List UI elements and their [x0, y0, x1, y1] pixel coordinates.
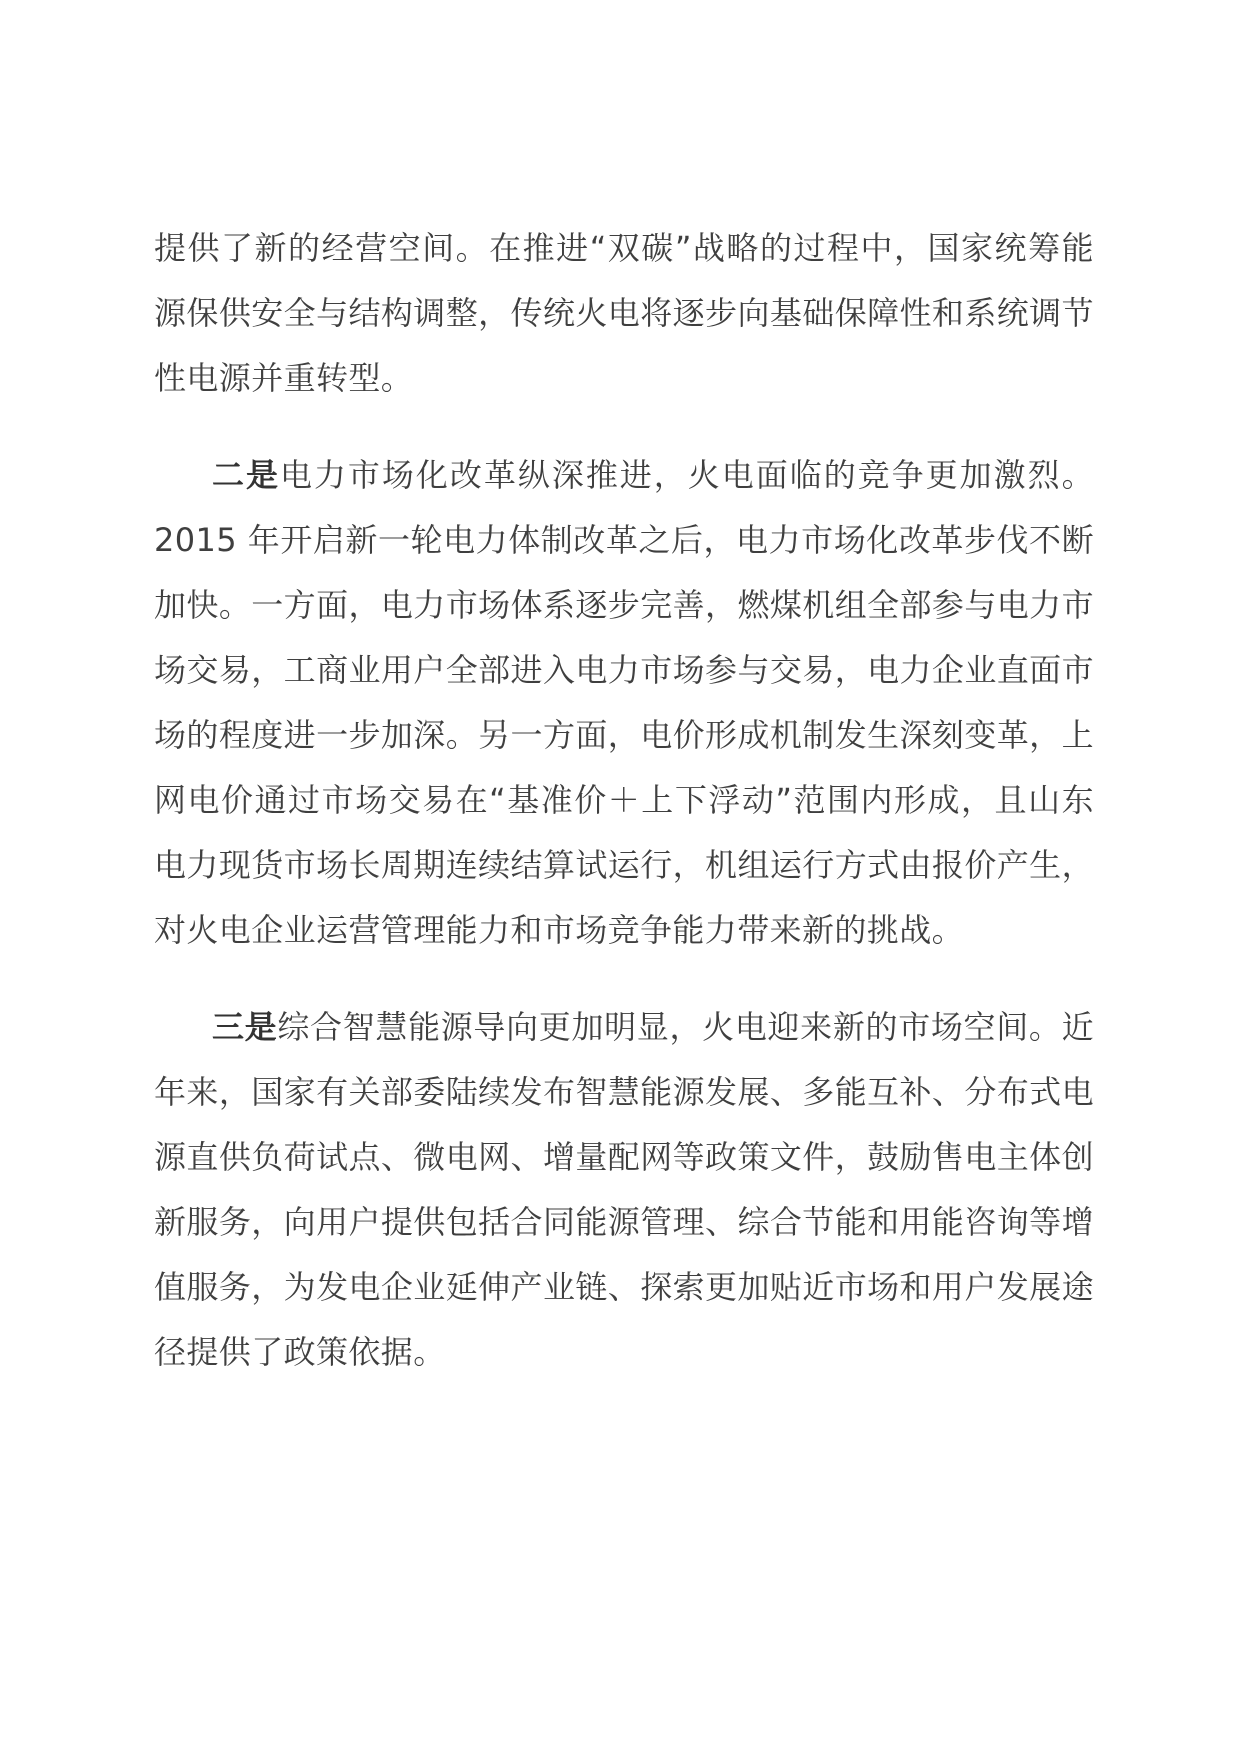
paragraph-text: 电力市场化改革纵深推进，火电面临的竞争更加激烈。2015 年开启新一轮电力体制改革之后，电力市场化改革步伐不断加快。一方面，电力市场体系逐步完善，燃煤机组全部参与电力市场交易，工商业用户全部进入电力市场参与交易，电力企业直面市场的程度进一步加深。另一方面，电价形成机制发生深刻变革，上网电价通过市场交易在“基准价＋上下浮动”范围内形成，且山东电力现货市场长周期连续结算试运行，机组运行方式由报价产生，对火电企业运营管理能力和市场竞争能力带来新的挑战。 — [154, 456, 1094, 949]
paragraph-lead: 二是 — [212, 456, 280, 494]
paragraph-text: 综合智慧能源导向更加明显，火电迎来新的市场空间。近年来，国家有关部委陆续发布智慧能源发展、多能互补、分布式电源直供负荷试点、微电网、增量配网等政策文件，鼓励售电主体创新服务，向用户提供包括合同能源管理、综合节能和用能咨询等增值服务，为发电企业延伸产业链、探索更加贴近市场和用户发展途径提供了政策依据。 — [154, 1008, 1094, 1371]
paragraph-point-three — [154, 995, 1094, 1385]
document-page — [154, 216, 1094, 1385]
paragraph-continued — [154, 216, 1094, 411]
paragraph-lead: 三是 — [212, 1008, 278, 1046]
paragraph-point-two — [154, 443, 1094, 963]
paragraph-text: 提供了新的经营空间。在推进“双碳”战略的过程中，国家统筹能源保供安全与结构调整，传统火电将逐步向基础保障性和系统调节性电源并重转型。 — [154, 229, 1094, 397]
